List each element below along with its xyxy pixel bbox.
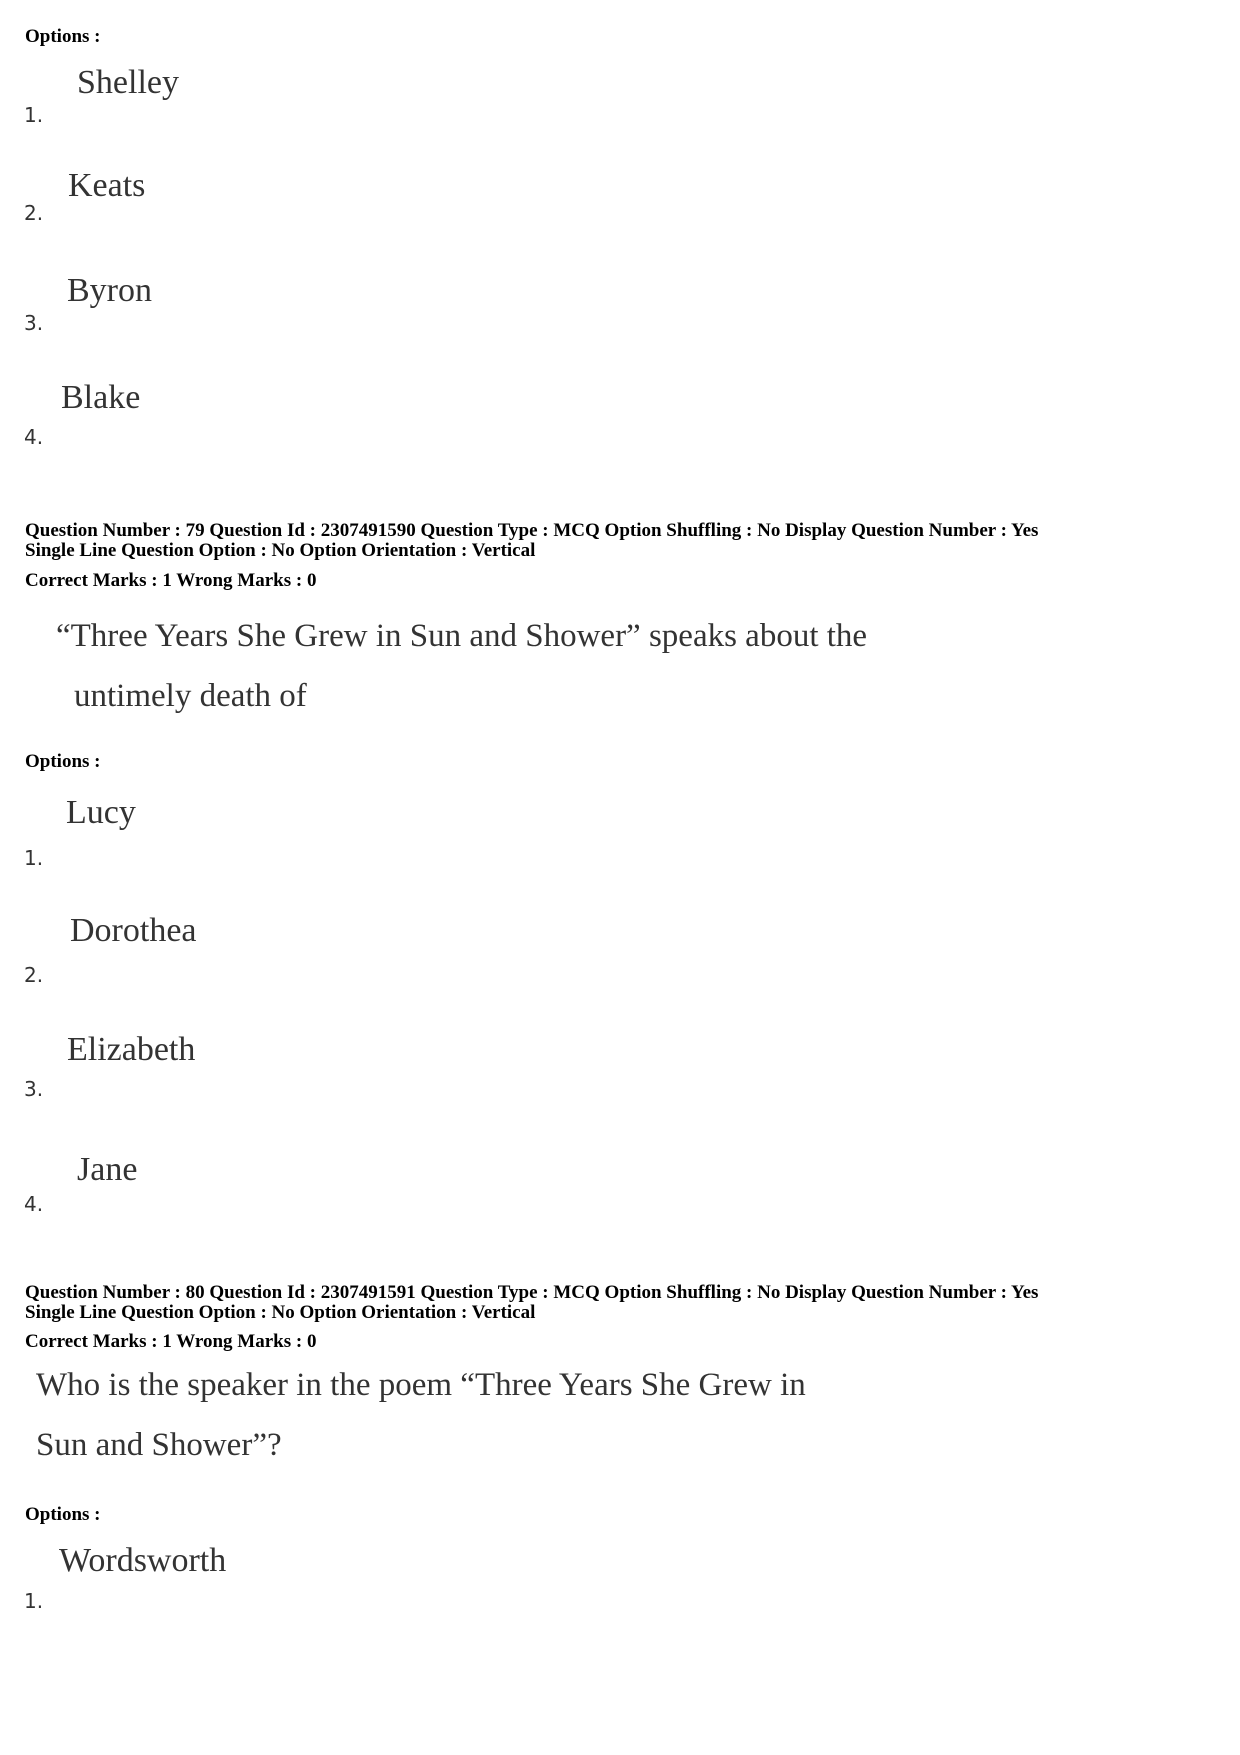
option-2-text: Keats	[68, 167, 146, 204]
options-label: Options :	[25, 26, 101, 47]
question-79-text-line-2: untimely death of	[74, 678, 307, 714]
question-79-meta-line-2: Single Line Question Option : No Option Orientation : Vertical	[25, 540, 536, 561]
question-80-option-1-number: 1.	[24, 1589, 44, 1613]
question-79-option-3-text: Elizabeth	[67, 1031, 196, 1068]
question-80-marks: Correct Marks : 1 Wrong Marks : 0	[25, 1331, 317, 1352]
option-2-number: 2.	[24, 201, 44, 225]
question-79-option-1-number: 1.	[24, 846, 44, 870]
question-79-option-4-text: Jane	[77, 1151, 138, 1188]
question-79-marks: Correct Marks : 1 Wrong Marks : 0	[25, 570, 317, 591]
question-79-option-1-text: Lucy	[66, 794, 136, 831]
question-80-options-label: Options :	[25, 1504, 101, 1525]
question-80-meta-line-1: Question Number : 80 Question Id : 2307491591 Question Type : MCQ Option Shuffling : No Display Question Number : Yes	[25, 1282, 1039, 1303]
question-79-option-4-number: 4.	[24, 1192, 44, 1216]
question-79-meta-line-1: Question Number : 79 Question Id : 2307491590 Question Type : MCQ Option Shuffling : No Display Question Number : Yes	[25, 520, 1039, 541]
option-1-text: Shelley	[77, 64, 179, 101]
question-79-text-line-1: “Three Years She Grew in Sun and Shower” speaks about the	[56, 618, 868, 654]
question-79-option-2-number: 2.	[24, 963, 44, 987]
question-80-option-1-text: Wordsworth	[59, 1542, 227, 1579]
question-80-text-line-1: Who is the speaker in the poem “Three Years She Grew in	[36, 1367, 806, 1403]
question-79-option-3-number: 3.	[24, 1077, 44, 1101]
option-3-text: Byron	[67, 272, 152, 309]
question-79-option-2-text: Dorothea	[70, 912, 197, 949]
question-80-meta-line-2: Single Line Question Option : No Option Orientation : Vertical	[25, 1302, 536, 1323]
question-79-options-label: Options :	[25, 751, 101, 772]
option-3-number: 3.	[24, 311, 44, 335]
option-4-text: Blake	[61, 379, 141, 416]
option-1-number: 1.	[24, 103, 44, 127]
question-80-text-line-2: Sun and Shower”?	[36, 1427, 282, 1463]
option-4-number: 4.	[24, 425, 44, 449]
